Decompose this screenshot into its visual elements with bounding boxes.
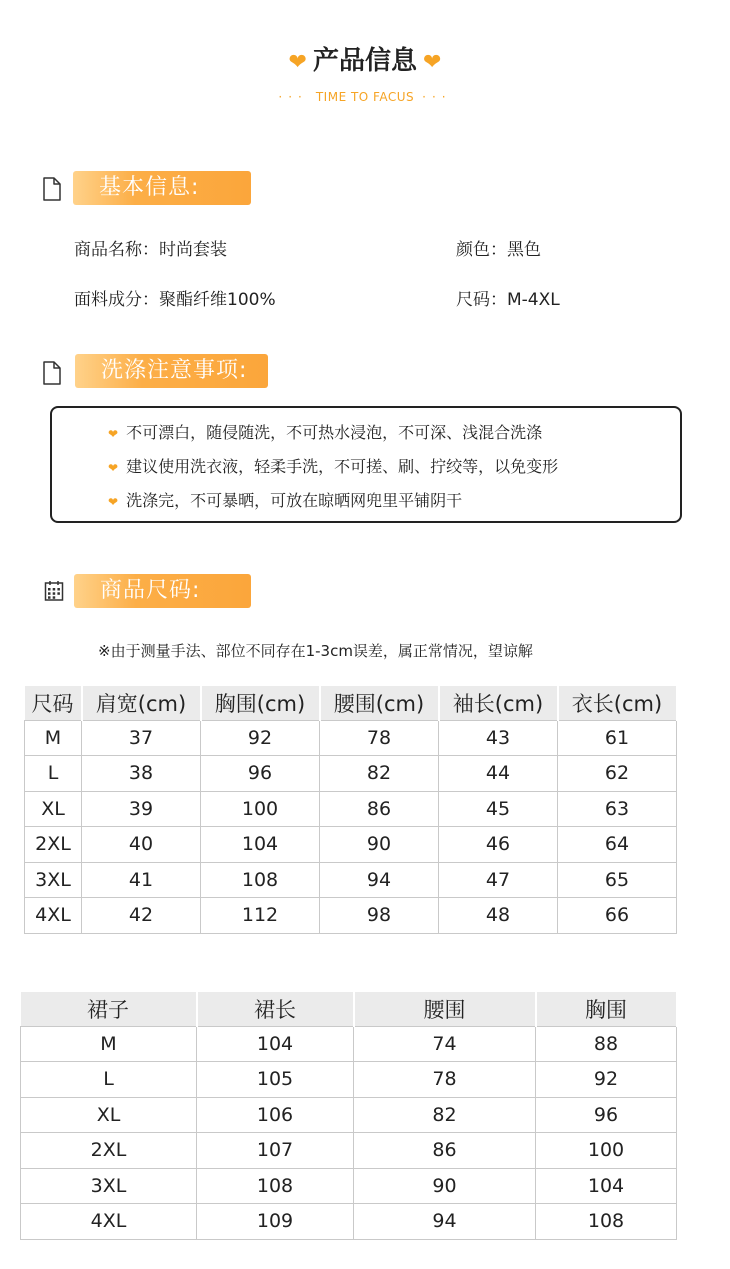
table-cell: 86 [354,1133,536,1169]
page-subtitle-text: TIME TO FACUS [315,90,415,104]
table-cell: 46 [439,827,558,863]
table-cell: 94 [320,862,439,898]
table-cell: 96 [201,756,320,792]
care-item-text: 建议使用洗衣液，轻柔手洗，不可搓、刷、拧绞等，以免变形 [126,457,559,476]
table-cell: 108 [536,1204,677,1240]
product-color: 颜色：黑色 [456,240,541,260]
table-cell: 88 [536,1026,677,1062]
table-row [25,862,677,898]
table-header-cell: 袖长(cm) [439,686,558,720]
table-header-cell: 裙子 [21,992,197,1026]
heart-icon: ❤ [108,461,119,475]
table-cell: 42 [82,898,201,934]
size-heading: 商品尺码: [74,574,251,608]
table-cell: 90 [320,827,439,863]
table-cell: L [21,1062,197,1098]
table-cell: XL [21,1097,197,1133]
table-row [25,827,677,863]
table-cell: 105 [197,1062,354,1098]
care-item-text: 洗涤完，不可暴晒，可放在晾晒网兜里平铺阴干 [126,491,463,510]
table-cell: XL [25,791,82,827]
table-cell: 108 [197,1168,354,1204]
product-size-range: 尺码：M-4XL [456,290,560,310]
table-cell: 3XL [21,1168,197,1204]
table-cell: 78 [354,1062,536,1098]
table-cell: 37 [82,720,201,756]
table-cell: 82 [320,756,439,792]
table-header-cell: 胸围(cm) [201,686,320,720]
heart-icon: ❤ [288,50,307,75]
table-header-cell: 衣长(cm) [558,686,677,720]
care-heading: 洗涤注意事项: [75,354,268,388]
care-item [108,420,542,443]
measurement-note: ※由于测量手法、部位不同存在1-3cm误差，属正常情况，望谅解 [98,642,533,660]
care-item [108,488,462,511]
table-row [25,791,677,827]
table-cell: 100 [536,1133,677,1169]
table-cell: 47 [439,862,558,898]
page-title [0,40,730,77]
table-row [25,756,677,792]
table-header-cell: 腰围 [354,992,536,1026]
dots-right: ··· [422,90,452,104]
care-item [108,454,558,477]
table-cell: 112 [201,898,320,934]
heart-icon: ❤ [423,50,442,75]
table-header-cell: 裙长 [197,992,354,1026]
table-cell: 92 [536,1062,677,1098]
table-cell: 39 [82,791,201,827]
table-cell: 48 [439,898,558,934]
table-row [21,1062,677,1098]
care-item-text: 不可漂白，随侵随洗，不可热水浸泡，不可深、浅混合洗涤 [126,423,543,442]
table-cell: 63 [558,791,677,827]
document-icon [42,361,62,385]
basic-info-heading: 基本信息: [73,171,251,205]
table-cell: 61 [558,720,677,756]
table-row [21,1026,677,1062]
table-cell: 64 [558,827,677,863]
table-cell: 4XL [25,898,82,934]
heart-icon: ❤ [108,495,119,509]
table-cell: 62 [558,756,677,792]
page-title-text: 产品信息 [312,46,417,76]
document-icon [42,177,62,201]
table-cell: L [25,756,82,792]
table-cell: 96 [536,1097,677,1133]
table-cell: 82 [354,1097,536,1133]
table-cell: 4XL [21,1204,197,1240]
table-cell: 107 [197,1133,354,1169]
table-cell: 98 [320,898,439,934]
product-name: 商品名称：时尚套装 [74,240,227,260]
calendar-icon [44,580,64,602]
table-cell: 104 [197,1026,354,1062]
table-row [25,898,677,934]
dots-left: ··· [278,90,308,104]
table-header-cell: 胸围 [536,992,677,1026]
table-cell: 44 [439,756,558,792]
table-cell: 106 [197,1097,354,1133]
table-row [21,1097,677,1133]
table-header-cell: 尺码 [25,686,82,720]
table-cell: 38 [82,756,201,792]
table-cell: 92 [201,720,320,756]
table-cell: 94 [354,1204,536,1240]
table-row [21,1204,677,1240]
table-cell: 3XL [25,862,82,898]
table-row [25,720,677,756]
table-header-cell: 腰围(cm) [320,686,439,720]
table-cell: 40 [82,827,201,863]
table-cell: 41 [82,862,201,898]
table-cell: 104 [201,827,320,863]
top-size-table [24,686,678,934]
table-cell: M [21,1026,197,1062]
table-cell: 66 [558,898,677,934]
table-header-row [21,992,677,1026]
table-cell: 100 [201,791,320,827]
table-cell: 108 [201,862,320,898]
table-cell: 78 [320,720,439,756]
table-cell: 90 [354,1168,536,1204]
skirt-size-table [20,992,678,1240]
table-cell: 43 [439,720,558,756]
table-header-row [25,686,677,720]
table-cell: 104 [536,1168,677,1204]
table-cell: 86 [320,791,439,827]
table-row [21,1133,677,1169]
product-fabric: 面料成分：聚酯纤维100% [74,290,276,310]
table-cell: 45 [439,791,558,827]
heart-icon: ❤ [108,427,119,441]
table-cell: 65 [558,862,677,898]
table-cell: 109 [197,1204,354,1240]
page-subtitle [0,90,730,104]
table-cell: M [25,720,82,756]
table-header-cell: 肩宽(cm) [82,686,201,720]
table-cell: 2XL [21,1133,197,1169]
table-cell: 74 [354,1026,536,1062]
table-row [21,1168,677,1204]
care-instructions-box [50,406,682,523]
table-cell: 2XL [25,827,82,863]
